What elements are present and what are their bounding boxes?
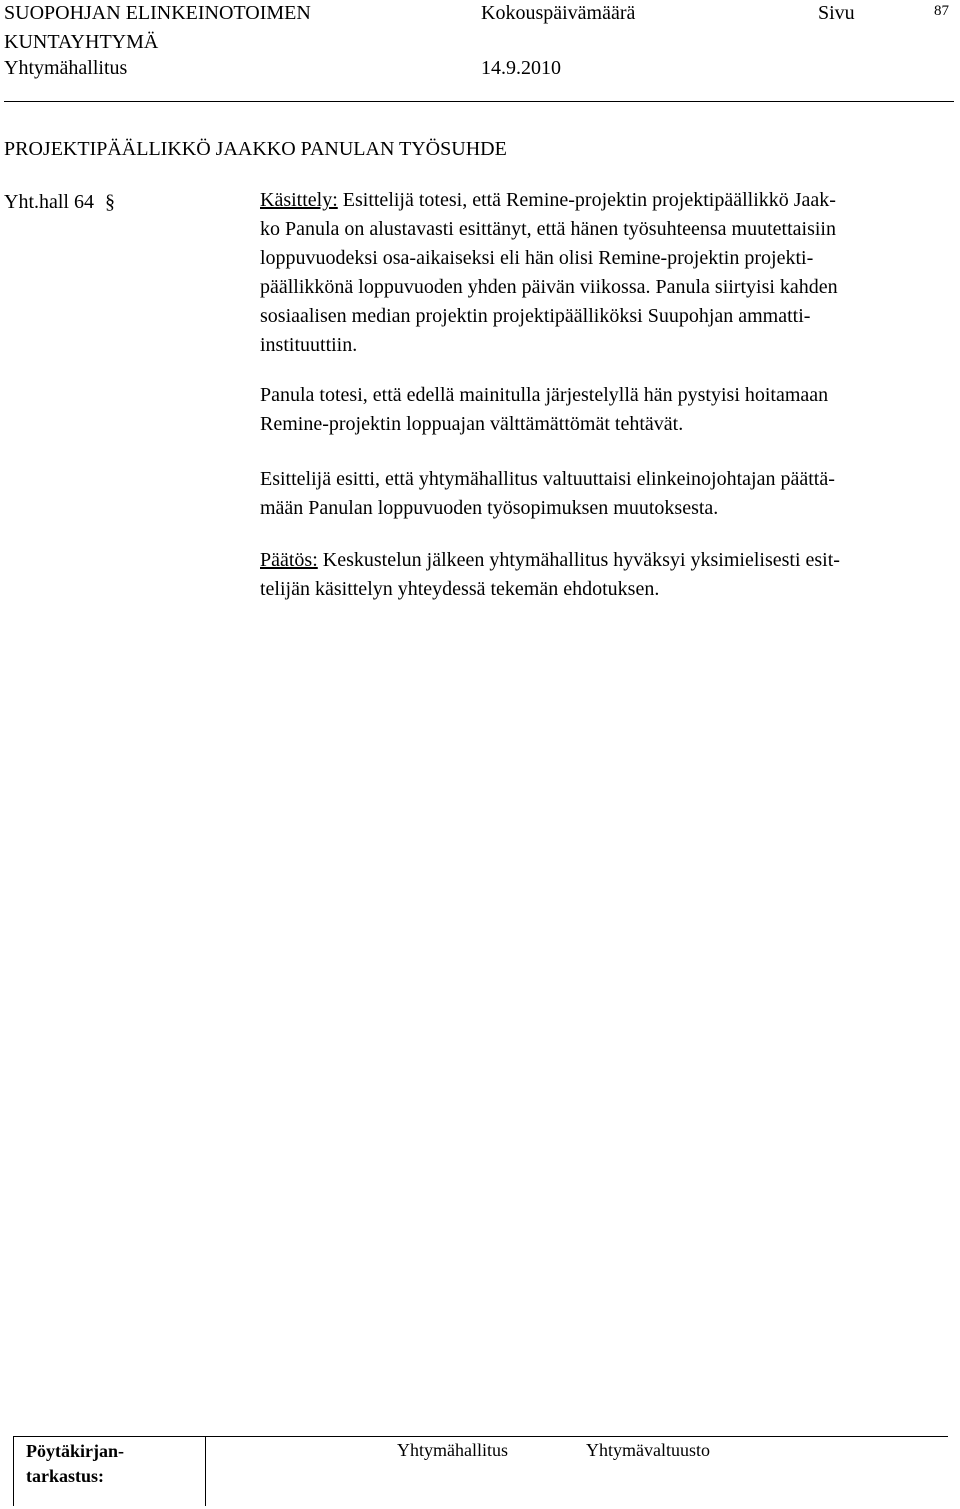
paragraph-line: ko Panula on alustavasti esittänyt, että hänen työsuhteensa muutettaisiin xyxy=(260,218,836,240)
page-number: 87 xyxy=(934,3,949,19)
header-divider xyxy=(4,101,954,102)
date-value: 14.9.2010 xyxy=(481,57,561,79)
paragraph-body xyxy=(260,381,952,439)
paatos-label: Päätös: xyxy=(260,549,318,571)
page-title: PROJEKTIPÄÄLLIKKÖ JAAKKO PANULAN TYÖSUHDE xyxy=(4,138,507,160)
footer-border-left xyxy=(13,1436,14,1506)
paragraph-line: Panula totesi, että edellä mainitulla järjestelyllä hän pystyisi hoitamaan xyxy=(260,384,829,406)
footer-label-line1: Pöytäkirjan- xyxy=(26,1441,124,1461)
paragraph-panula xyxy=(260,381,952,439)
paragraph-kasittely xyxy=(260,186,952,360)
paragraph-line: loppuvuodeksi osa-aikaiseksi eli hän olisi Remine-projektin projekti- xyxy=(260,247,814,269)
footer-label-line2: tarkastus: xyxy=(26,1466,105,1486)
kasittely-label: Käsittely: xyxy=(260,189,338,211)
org-name-line2: KUNTAYHTYMÄ xyxy=(4,31,159,53)
paragraph-body xyxy=(260,546,952,604)
paragraph-line: instituuttiin. xyxy=(260,334,358,356)
paragraph-line: Remine-projektin loppuajan välttämättömät tehtävät. xyxy=(260,413,684,435)
footer-col-yhtymahallitus: Yhtymähallitus xyxy=(397,1440,508,1460)
footer-divider xyxy=(13,1436,948,1437)
paragraph-line xyxy=(260,546,952,575)
org-name-line1: SUOPOHJAN ELINKEINOTOIMEN xyxy=(4,2,311,24)
page-label: Sivu xyxy=(818,2,855,24)
paragraph-esittelija xyxy=(260,465,952,523)
footer-col-yhtymavaltuusto: Yhtymävaltuusto xyxy=(586,1440,710,1460)
paragraph-text: Esittelijä totesi, että Remine-projektin projektipäällikkö Jaak- xyxy=(337,189,836,211)
paragraph-line: Esittelijä esitti, että yhtymähallitus valtuuttaisi elinkeinojohtajan päättä- xyxy=(260,468,835,490)
paragraph-line: mään Panulan loppuvuoden työsopimuksen muutoksesta. xyxy=(260,497,719,519)
paragraph-line xyxy=(260,186,952,215)
section-ref-text: Yht.hall 64 xyxy=(4,191,94,213)
paragraph-line: päällikkönä loppuvuoden yhden päivän viikossa. Panula siirtyisi kahden xyxy=(260,276,838,298)
paragraph-line: telijän käsittelyn yhteydessä tekemän ehdotuksen. xyxy=(260,578,660,600)
body-content xyxy=(260,186,952,360)
section-ref xyxy=(4,188,115,217)
paragraph-text: Keskustelun jälkeen yhtymähallitus hyväksyi yksimielisesti esit- xyxy=(317,549,840,571)
paragraph-line: sosiaalisen median projektin projektipäälliköksi Suupohjan ammatti- xyxy=(260,305,811,327)
footer-border-mid xyxy=(205,1436,206,1506)
section-symbol: § xyxy=(105,191,115,213)
date-label: Kokouspäivämäärä xyxy=(481,2,636,24)
paragraph-paatos xyxy=(260,546,952,604)
paragraph-body xyxy=(260,465,952,523)
body-name: Yhtymähallitus xyxy=(4,57,128,79)
